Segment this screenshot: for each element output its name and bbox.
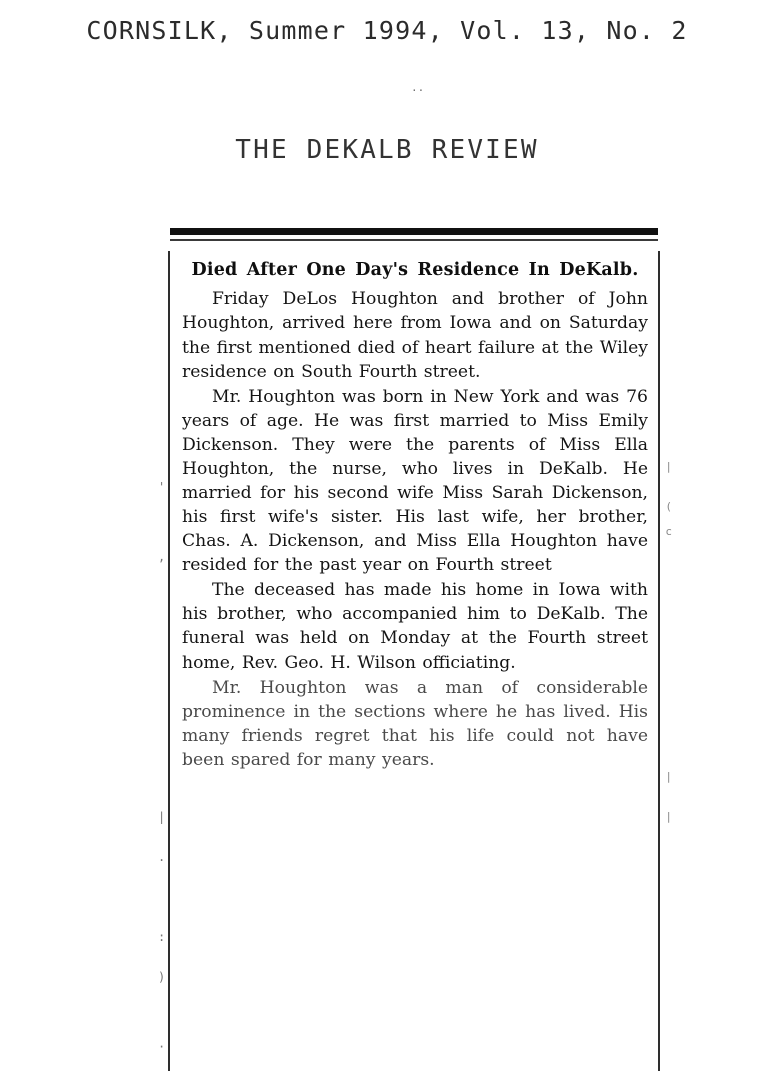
- edge-speck: c: [665, 525, 672, 538]
- clipping-paragraph: Mr. Houghton was a man of considerable prominence in the sections where he has lived. His many friends regret that his life could not have been spared for many years.: [182, 677, 648, 770]
- edge-speck: |: [665, 770, 672, 783]
- clipping-paragraph: Friday DeLos Houghton and brother of John Houghton, arrived here from Iowa and on Saturday the first mentioned died of heart failure at the Wiley residence on South Fourth street.: [182, 289, 648, 382]
- page-title: THE DEKALB REVIEW: [235, 135, 539, 165]
- journal-header: CORNSILK, Summer 1994, Vol. 13, No. 2: [86, 16, 688, 45]
- gutter-speck: ': [158, 480, 166, 494]
- gutter-speck: ): [158, 970, 166, 984]
- clipping-paragraph: Mr. Houghton was born in New York and was 76 years of age. He was first married to Miss Emily Dickenson. They were the parents of Miss Ella Houghton, the nurse, who lives in DeKalb. He married for his second wife Miss Sarah Dickenson, his first wife's sister. His last wife, her brother, Chas. A. Dickenson, and Miss Ella Houghton have resided for the past year on Fourth street: [182, 386, 648, 576]
- gutter-speck: |: [158, 810, 166, 824]
- gutter-speck: ,: [158, 550, 166, 564]
- edge-speck: |: [665, 810, 672, 823]
- gutter-speck: ·: [158, 1040, 166, 1054]
- rule-thick: [170, 228, 658, 235]
- gutter-speck: :: [158, 930, 166, 944]
- gutter-speck: .: [158, 850, 166, 864]
- rule-thin: [170, 239, 658, 241]
- clipping-paragraph: The deceased has made his home in Iowa with his brother, who accompanied him to DeKalb. The funeral was held on Monday at the Fourth street home, Rev. Geo. H. Wilson officiating.: [182, 580, 648, 673]
- clipping-column: [158, 251, 672, 1071]
- clipping-headline: Died After One Day's Residence In DeKalb.: [191, 260, 639, 280]
- newspaper-clipping: [158, 228, 672, 1071]
- edge-speck: (: [665, 500, 672, 513]
- scan-speck-artifact: ··: [411, 84, 425, 97]
- edge-speck: |: [665, 460, 672, 473]
